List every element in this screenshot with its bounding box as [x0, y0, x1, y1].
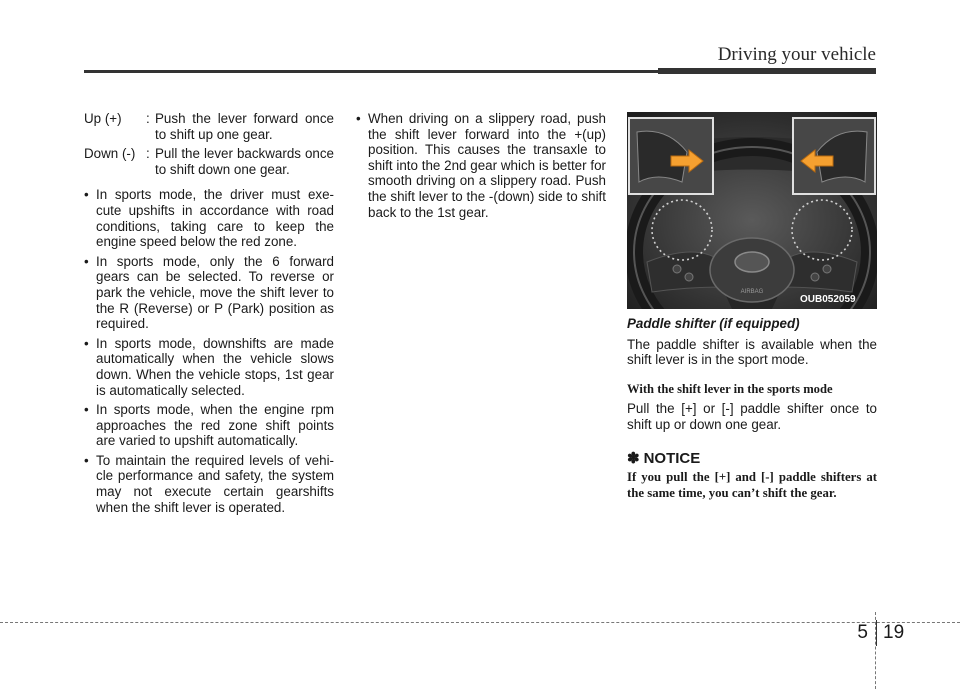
up-sep: :	[146, 111, 150, 126]
column-2	[356, 111, 606, 224]
down-sep: :	[146, 146, 150, 162]
sports-mode-list	[84, 187, 334, 515]
column-3	[627, 316, 877, 501]
notice-text: If you pull the [+] and [-] paddle shifters at the same time, you can’t shift the gear.	[627, 470, 877, 500]
section-title: Driving your vehicle	[717, 44, 876, 65]
sports-mode-subheading: With the shift lever in the sports mode	[627, 381, 833, 396]
list-item: • In sports mode, only the 6 forward gears can be selected. To reverse or park the vehicle, move the shift lever to the R (Reverse) or P (Park) position as required.	[84, 254, 334, 332]
down-label: Down (-)	[84, 146, 136, 162]
list-item: • In sports mode, the driver must exe-cute upshifts in accordance with road conditions, taking care to keep the engine speed below the red zone.	[84, 187, 334, 249]
notice-heading	[627, 451, 877, 467]
paddle-body: Pull the [+] or [-] paddle shifter once to shift up or down one gear.	[627, 401, 877, 432]
header-rule-accent	[658, 68, 876, 74]
footer-rule	[0, 622, 960, 623]
column-1	[84, 111, 334, 519]
steering-wheel-illustration	[627, 112, 877, 309]
slippery-road-list	[356, 111, 606, 220]
down-definition	[84, 146, 334, 177]
page-number: 19	[883, 622, 905, 643]
up-label: Up (+)	[84, 111, 122, 126]
list-item: • When driving on a slippery road, push the shift lever forward into the +(up) position. This causes the transaxle to shift into the 2nd gear which is better for smooth driving on a slippery road. Push the shift lever to the -(down) side to shift back to the 1st gear.	[356, 111, 606, 220]
notice-icon: ✽	[627, 449, 640, 467]
chapter-number: 5	[857, 622, 868, 643]
paddle-shifter-figure	[627, 112, 877, 309]
list-item: • In sports mode, when the engine rpm approaches the red zone shift points are varied to upshift automatically.	[84, 402, 334, 449]
paddle-intro: The paddle shifter is available when the shift lever is in the sport mode.	[627, 336, 877, 368]
list-item: • In sports mode, downshifts are made automatically when the vehicle slows down. When the vehicle stops, 1st gear is automatically selected.	[84, 336, 334, 398]
page-separator	[876, 620, 877, 646]
notice-title: NOTICE	[643, 449, 701, 467]
list-item: • To maintain the required levels of vehi-cle performance and safety, the system may not execute certain gearshifts when the shift lever is operated.	[84, 453, 334, 515]
figure-caption: Paddle shifter (if equipped)	[627, 316, 800, 331]
up-text: Push the lever forward once to shift up one gear.	[155, 111, 334, 142]
figure-code: OUB052059	[800, 294, 856, 305]
airbag-label: AIRBAG	[740, 289, 764, 295]
down-text: Pull the lever backwards once to shift down one gear.	[155, 146, 334, 177]
up-definition	[84, 111, 334, 142]
